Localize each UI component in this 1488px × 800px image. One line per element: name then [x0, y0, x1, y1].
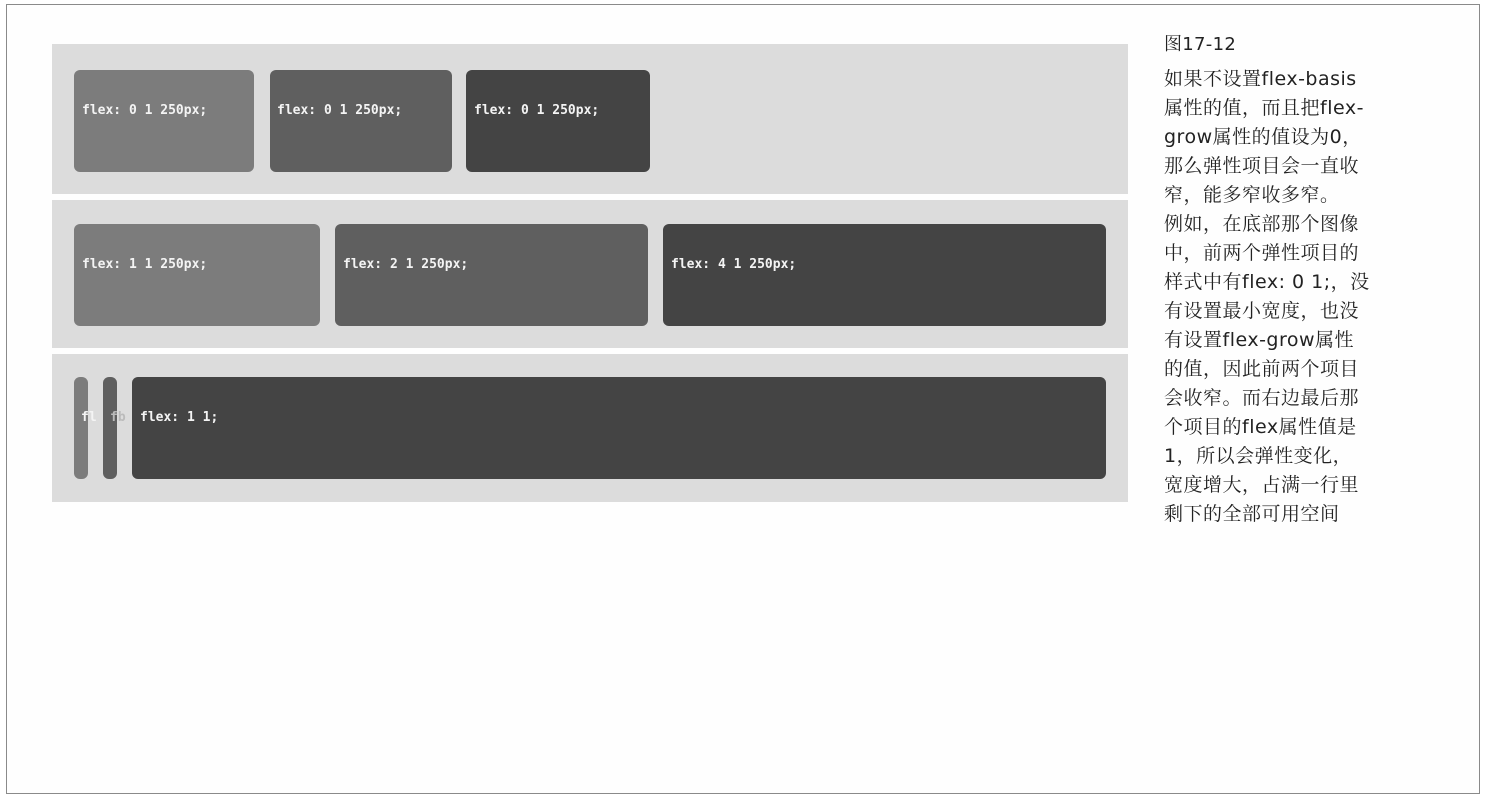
- caption-line: 有设置最小宽度，也没: [1164, 300, 1360, 322]
- flex-item: [663, 224, 1106, 326]
- caption-line: 如果不设置flex-basis: [1164, 68, 1357, 90]
- caption-line: 剩下的全部可用空间: [1164, 503, 1340, 525]
- figure-number: 图17-12: [1164, 34, 1237, 55]
- caption-line: 例如，在底部那个图像: [1164, 213, 1360, 235]
- flex-item: [335, 224, 648, 326]
- flex-item-label: flex: 0 1 250px;: [82, 103, 208, 118]
- flex-item-label: flex: 0 1 250px;: [474, 103, 600, 118]
- caption-line: 窄，能多窄收多窄。: [1164, 184, 1340, 206]
- flex-item-label: fl: [81, 410, 97, 425]
- flex-item-label: flex: 2 1 250px;: [343, 257, 469, 272]
- flex-item: [132, 377, 1106, 479]
- caption-line: 中，前两个弹性项目的: [1164, 242, 1360, 264]
- caption-line: 的值，因此前两个项目: [1164, 358, 1360, 380]
- flex-item: [74, 70, 254, 172]
- flex-item-label: fb: [110, 410, 126, 425]
- caption-line: 那么弹性项目会一直收: [1164, 155, 1360, 177]
- flex-item-label: flex: 1 1;: [140, 410, 219, 425]
- caption-line: grow属性的值设为0，: [1164, 126, 1362, 148]
- flex-item-label: flex: 1 1 250px;: [82, 257, 208, 272]
- flex-container-row-2: [52, 200, 1128, 348]
- flex-item: [270, 70, 452, 172]
- caption-line: 宽度增大，占满一行里: [1164, 474, 1360, 496]
- flex-item: [466, 70, 650, 172]
- caption-line: 会收窄。而右边最后那: [1164, 387, 1360, 409]
- caption-line: 个项目的flex属性值是: [1164, 416, 1357, 438]
- flex-container-row-3: [52, 354, 1128, 502]
- flex-item: [103, 377, 126, 479]
- figure-illustration: [52, 44, 1128, 502]
- caption-line: 1，所以会弹性变化，: [1164, 445, 1353, 467]
- flex-item-label: flex: 4 1 250px;: [671, 257, 797, 272]
- flex-container-row-1: [52, 44, 1128, 194]
- caption-line: 有设置flex-grow属性: [1164, 329, 1355, 351]
- flex-item: [74, 224, 320, 326]
- flex-item-label: flex: 0 1 250px;: [277, 103, 403, 118]
- caption-line: 样式中有flex: 0 1;，没: [1164, 271, 1370, 293]
- caption-line: 属性的值，而且把flex-: [1164, 97, 1364, 119]
- flex-item: [74, 377, 97, 479]
- figure-caption: [1164, 30, 1444, 529]
